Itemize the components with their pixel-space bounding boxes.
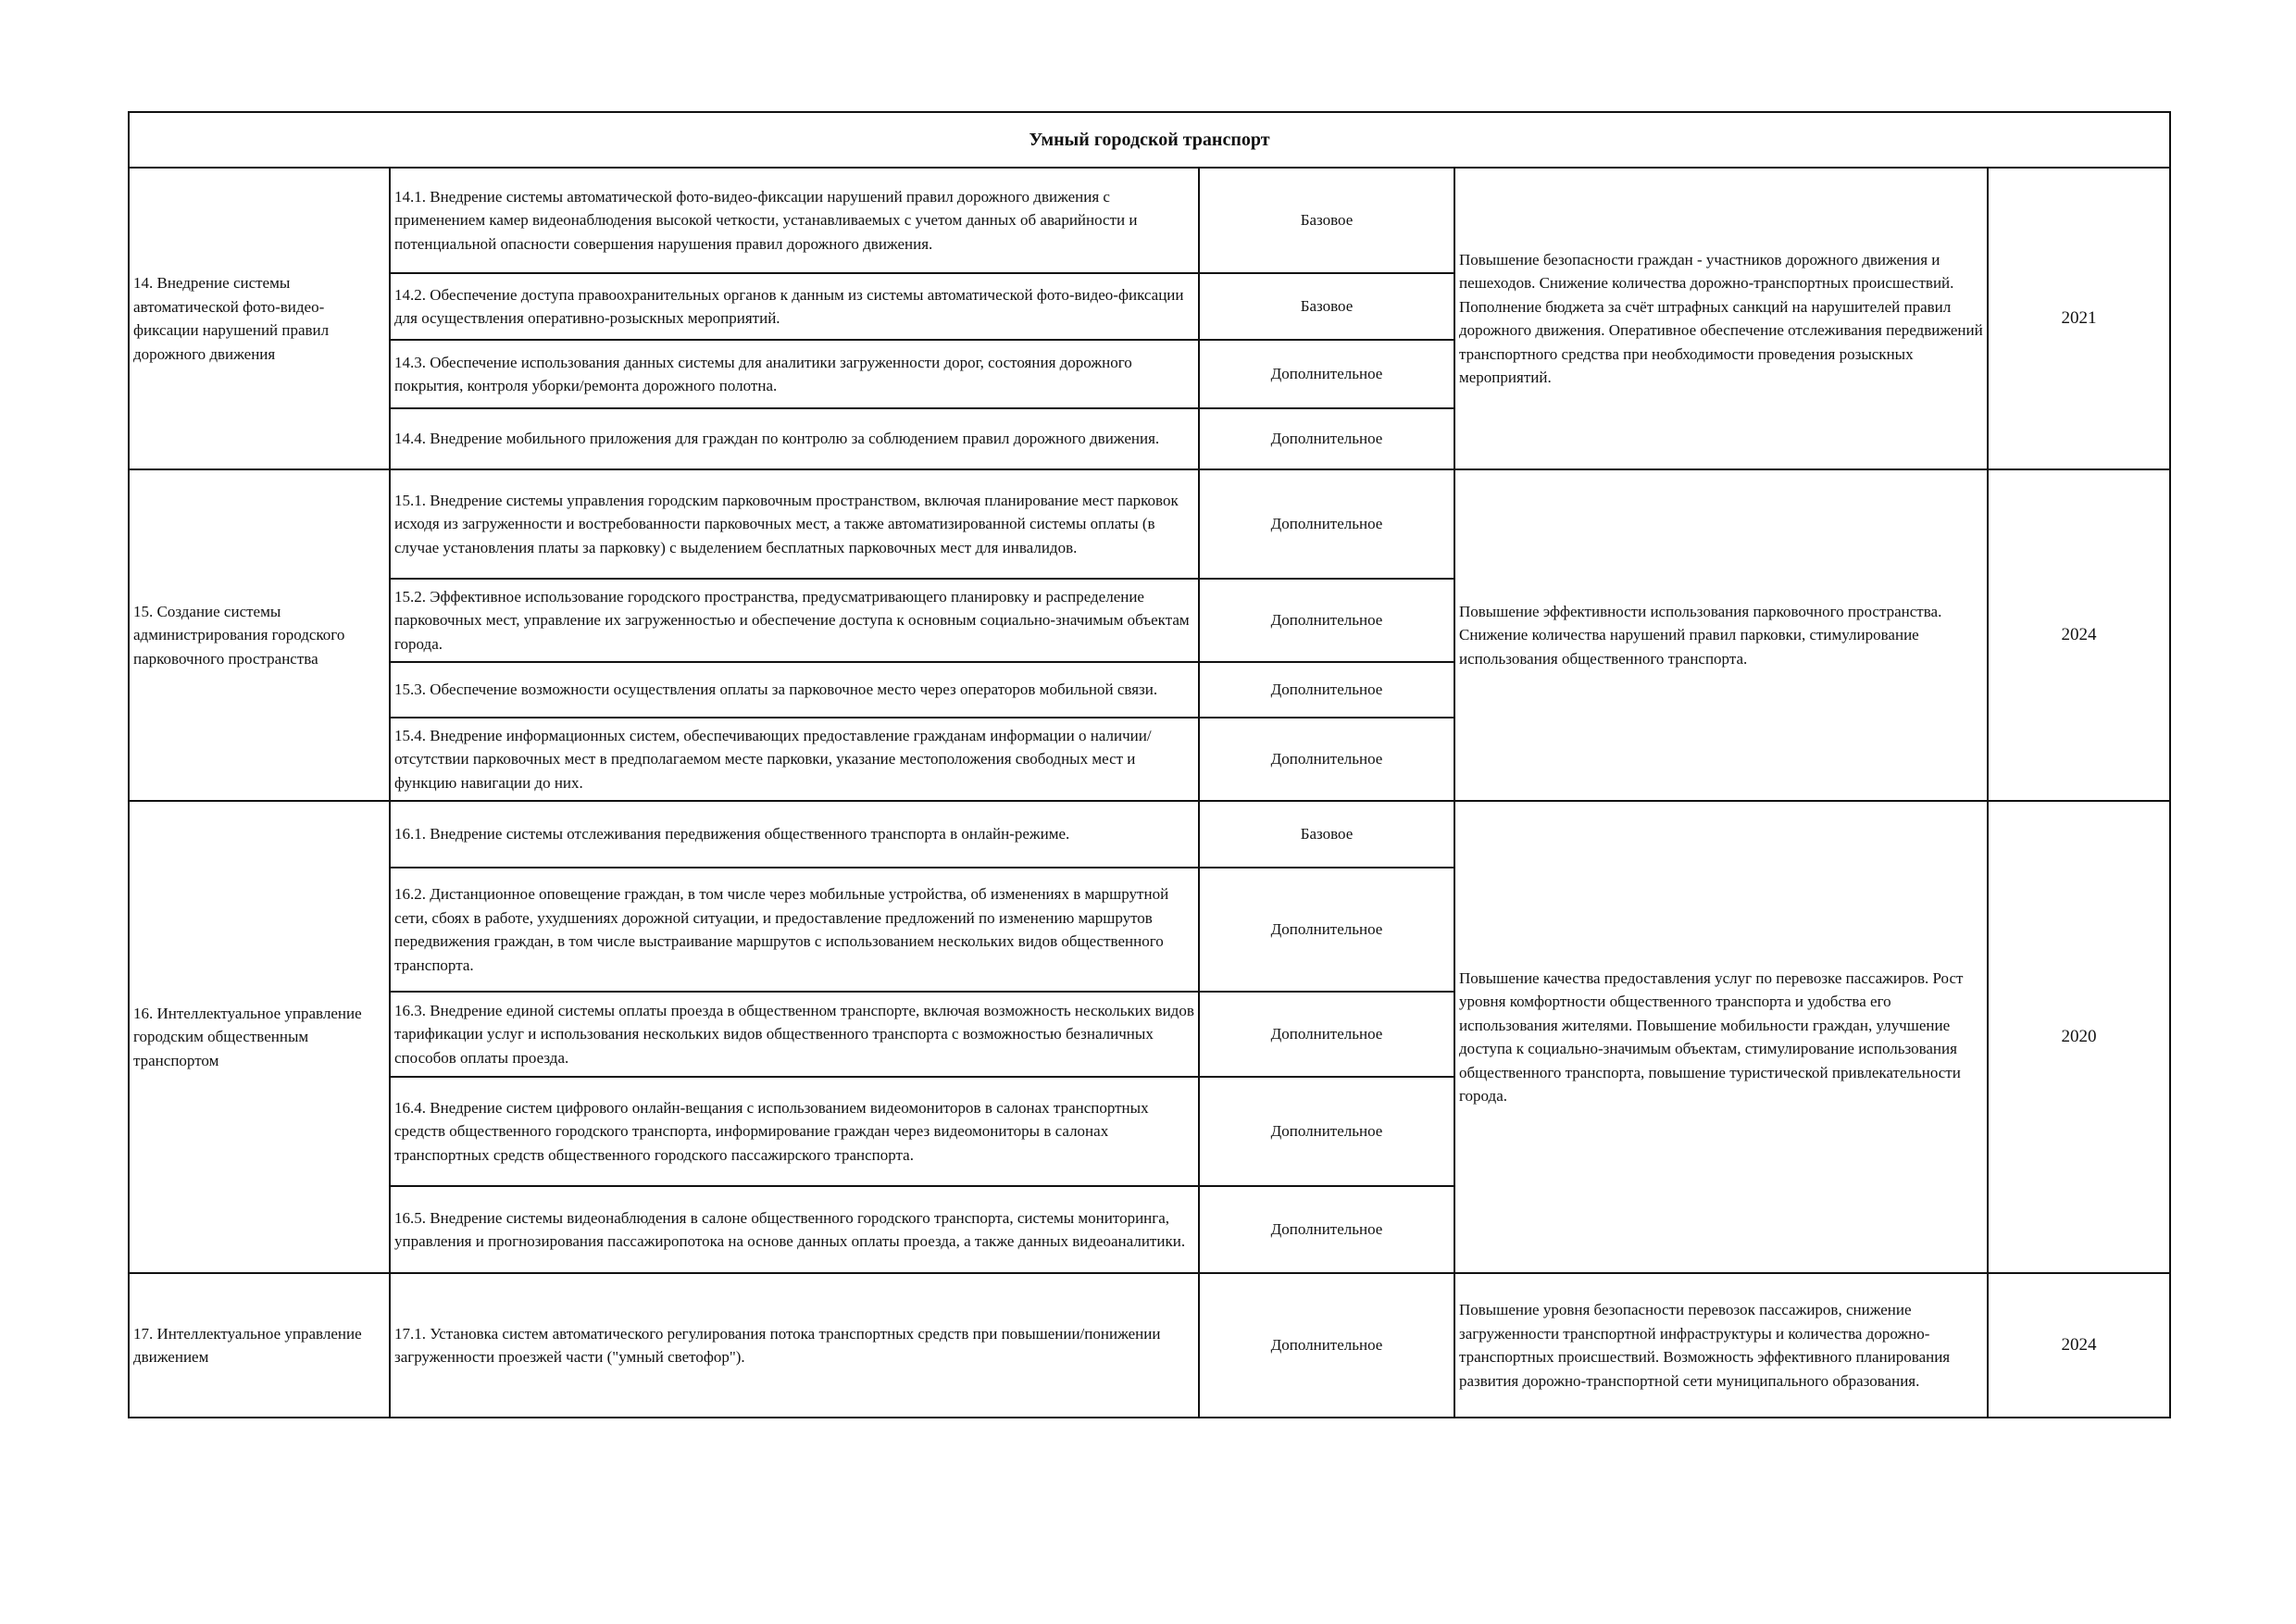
year-cell: 2024 <box>1988 1273 2170 1418</box>
measure-cell: 15.4. Внедрение информационных систем, обеспечивающих предоставление гражданам информации о наличии/отсутствии парковочных мест в предполагаемом месте парковки, указание местоположения свободных мест и функцию навигации до них. <box>390 718 1199 801</box>
year-cell: 2024 <box>1988 469 2170 801</box>
measure-type-cell: Дополнительное <box>1199 992 1454 1077</box>
measure-type-cell: Базовое <box>1199 273 1454 340</box>
measure-type-cell: Базовое <box>1199 168 1454 273</box>
smart-transport-table <box>128 111 2171 1418</box>
measure-cell: 15.3. Обеспечение возможности осуществления оплаты за парковочное место через операторов мобильной связи. <box>390 662 1199 718</box>
measure-cell: 16.1. Внедрение системы отслеживания передвижения общественного транспорта в онлайн-режиме. <box>390 801 1199 868</box>
measure-cell: 16.3. Внедрение единой системы оплаты проезда в общественном транспорте, включая возможность нескольких видов тарификации услуг и использования нескольких видов общественного транспорта с возможностью безналичных способов оплаты проезда. <box>390 992 1199 1077</box>
measure-type-cell: Дополнительное <box>1199 718 1454 801</box>
measure-cell: 17.1. Установка систем автоматического регулирования потока транспортных средств при повышении/понижении загруженности проезжей части ("умный светофор"). <box>390 1273 1199 1418</box>
measure-cell: 16.4. Внедрение систем цифрового онлайн-вещания с использованием видеомониторов в салонах транспортных средств общественного городского транспорта, информирование граждан через видеомониторы в салонах транспортных средств общественного городского пассажирского транспорта. <box>390 1077 1199 1186</box>
measure-type-cell: Базовое <box>1199 801 1454 868</box>
measure-type-cell: Дополнительное <box>1199 1077 1454 1186</box>
table-row <box>129 168 2170 273</box>
table-row <box>129 469 2170 579</box>
table-row <box>129 1273 2170 1418</box>
measure-type-cell: Дополнительное <box>1199 1186 1454 1273</box>
effect-cell: Повышение качества предоставления услуг по перевозке пассажиров. Рост уровня комфортности общественного транспорта и удобства его использования жителями. Повышение мобильности граждан, улучшение доступа к социально-значимым объектам, стимулирование использования общественного транспорта, повышение туристической привлекательности города. <box>1454 801 1988 1273</box>
measure-type-cell: Дополнительное <box>1199 868 1454 992</box>
direction-cell: 16. Интеллектуальное управление городским общественным транспортом <box>129 801 390 1273</box>
section-title: Умный городской транспорт <box>129 112 2170 168</box>
measure-cell: 16.2. Дистанционное оповещение граждан, в том числе через мобильные устройства, об изменениях в маршрутной сети, сбоях в работе, ухудшениях дорожной ситуации, и предоставление предложений по изменению маршрутов передвижения граждан, в том числе выстраивание маршрутов с использованием нескольких видов общественного транспорта. <box>390 868 1199 992</box>
measure-cell: 14.1. Внедрение системы автоматической фото-видео-фиксации нарушений правил дорожного движения с применением камер видеонаблюдения высокой четкости, устанавливаемых с учетом данных об аварийности и потенциальной опасности совершения нарушения правил дорожного движения. <box>390 168 1199 273</box>
measure-type-cell: Дополнительное <box>1199 579 1454 662</box>
measure-type-cell: Дополнительное <box>1199 1273 1454 1418</box>
measure-cell: 16.5. Внедрение системы видеонаблюдения в салоне общественного городского транспорта, системы мониторинга, управления и прогнозирования пассажиропотока на основе данных оплаты проезда, а также данных видеоаналитики. <box>390 1186 1199 1273</box>
table-row <box>129 801 2170 868</box>
measure-type-cell: Дополнительное <box>1199 340 1454 408</box>
effect-cell: Повышение безопасности граждан - участников дорожного движения и пешеходов. Снижение количества дорожно-транспортных происшествий. Пополнение бюджета за счёт штрафных санкций на нарушителей правил дорожного движения. Оперативное обеспечение отслеживания передвижений транспортного средства при необходимости проведения розыскных мероприятий. <box>1454 168 1988 469</box>
year-cell: 2020 <box>1988 801 2170 1273</box>
measure-cell: 14.2. Обеспечение доступа правоохранительных органов к данным из системы автоматической фото-видео-фиксации для осуществления оперативно-розыскных мероприятий. <box>390 273 1199 340</box>
section-header-row <box>129 112 2170 168</box>
year-cell: 2021 <box>1988 168 2170 469</box>
measure-type-cell: Дополнительное <box>1199 662 1454 718</box>
direction-cell: 14. Внедрение системы автоматической фото-видео-фиксации нарушений правил дорожного движения <box>129 168 390 469</box>
measure-type-cell: Дополнительное <box>1199 469 1454 579</box>
measure-type-cell: Дополнительное <box>1199 408 1454 469</box>
measure-cell: 15.2. Эффективное использование городского пространства, предусматривающего планировку и распределение парковочных мест, управление их загруженностью и обеспечение доступа к основным социально-значимым объектам города. <box>390 579 1199 662</box>
direction-cell: 17. Интеллектуальное управление движением <box>129 1273 390 1418</box>
effect-cell: Повышение эффективности использования парковочного пространства. Снижение количества нарушений правил парковки, стимулирование использования общественного транспорта. <box>1454 469 1988 801</box>
effect-cell: Повышение уровня безопасности перевозок пассажиров, снижение загруженности транспортной инфраструктуры и количества дорожно-транспортных происшествий. Возможность эффективного планирования развития дорожно-транспортной сети муниципального образования. <box>1454 1273 1988 1418</box>
measure-cell: 14.3. Обеспечение использования данных системы для аналитики загруженности дорог, состояния дорожного покрытия, контроля уборки/ремонта дорожного полотна. <box>390 340 1199 408</box>
measure-cell: 15.1. Внедрение системы управления городским парковочным пространством, включая планирование мест парковок исходя из загруженности и востребованности парковочных мест, а также автоматизированной системы оплаты (в случае установления платы за парковку) с выделением бесплатных парковочных мест для инвалидов. <box>390 469 1199 579</box>
direction-cell: 15. Создание системы администрирования городского парковочного пространства <box>129 469 390 801</box>
measure-cell: 14.4. Внедрение мобильного приложения для граждан по контролю за соблюдением правил дорожного движения. <box>390 408 1199 469</box>
